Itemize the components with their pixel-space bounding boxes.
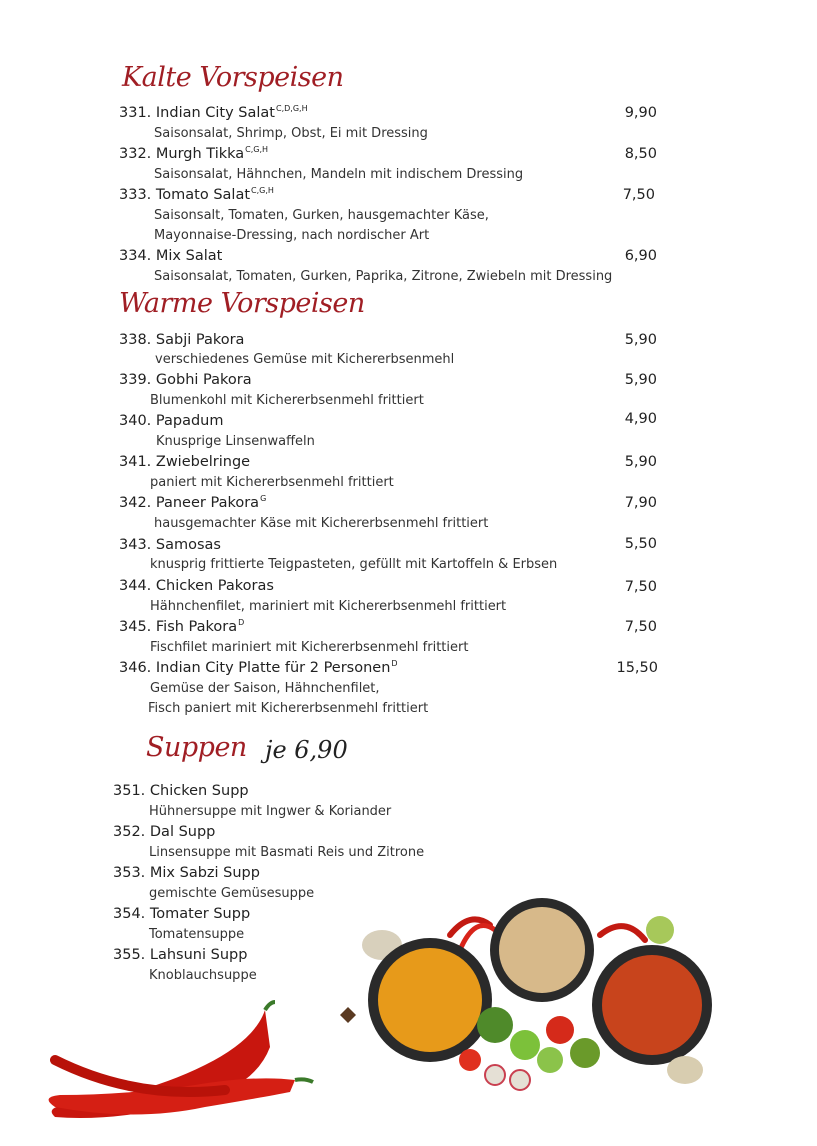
item-price: 5,90	[624, 332, 657, 348]
item-name: 338. Sabji Pakora	[119, 332, 245, 348]
item-name: 343. Samosas	[119, 537, 221, 553]
suppen-price-note: je 6,90	[265, 736, 348, 764]
item-name: 331. Indian City Salat	[119, 105, 275, 121]
item-description: Tomatensuppe	[149, 927, 245, 942]
item-description: Knusprige Linsenwaffeln	[156, 434, 315, 449]
item-description: hausgemachter Käse mit Kichererbsenmehl frittiert	[154, 516, 489, 531]
item-description: Saisonsalt, Tomaten, Gurken, hausgemachter Käse,	[154, 208, 489, 223]
item-description: Mayonnaise-Dressing, nach nordischer Art	[154, 228, 430, 243]
item-description: Hühnersuppe mit Ingwer & Koriander	[149, 804, 392, 819]
allergens: D	[238, 618, 245, 627]
spice-bowls-image	[320, 895, 760, 1125]
item-description: Saisonsalat, Shrimp, Obst, Ei mit Dressing	[154, 126, 428, 141]
item-description: Saisonsalat, Tomaten, Gurken, Paprika, Zitrone, Zwiebeln mit Dressing	[154, 269, 613, 284]
item-price: 9,90	[624, 105, 657, 121]
item-description: Fisch paniert mit Kichererbsenmehl frittiert	[148, 701, 429, 716]
item-name: 342. Paneer Pakora	[119, 495, 260, 511]
item-name: 334. Mix Salat	[119, 248, 223, 264]
section-title-warme-vorspeisen: Warme Vorspeisen	[119, 288, 365, 319]
item-price: 8,50	[624, 146, 657, 162]
item-price: 15,50	[616, 660, 658, 676]
item-name: 339. Gobhi Pakora	[119, 372, 252, 388]
item-name: 354. Tomater Supp	[113, 906, 251, 922]
item-name: 341. Zwiebelringe	[119, 454, 251, 470]
item-price: 5,50	[624, 536, 657, 552]
item-price: 7,50	[624, 619, 657, 635]
item-description: Linsensuppe mit Basmati Reis und Zitrone	[149, 845, 425, 860]
item-name: 344. Chicken Pakoras	[119, 578, 274, 594]
item-price: 7,50	[622, 187, 655, 203]
item-name: 332. Murgh Tikka	[119, 146, 245, 162]
item-description: Gemüse der Saison, Hähnchenfilet,	[150, 681, 380, 696]
item-description: Hähnchenfilet, mariniert mit Kichererbsenmehl frittiert	[150, 599, 507, 614]
section-title-kalte-vorspeisen: Kalte Vorspeisen	[122, 62, 344, 93]
allergens: C,G,H	[245, 145, 269, 154]
item-description: Saisonsalat, Hähnchen, Mandeln mit indischem Dressing	[154, 167, 524, 182]
item-name: 351. Chicken Supp	[113, 783, 249, 799]
item-description: Knoblauchsuppe	[149, 968, 257, 983]
item-name: 353. Mix Sabzi Supp	[113, 865, 260, 881]
item-price: 5,90	[624, 454, 657, 470]
item-name: 333. Tomato Salat	[119, 187, 251, 203]
item-description: gemischte Gemüsesuppe	[149, 886, 315, 901]
item-description: paniert mit Kichererbsenmehl frittiert	[150, 475, 394, 490]
item-name: 355. Lahsuni Supp	[113, 947, 248, 963]
item-price: 6,90	[624, 248, 657, 264]
item-name: 352. Dal Supp	[113, 824, 216, 840]
item-description: Fischfilet mariniert mit Kichererbsenmehl frittiert	[150, 640, 469, 655]
allergens: C,G,H	[251, 186, 274, 195]
item-name: 340. Papadum	[119, 413, 224, 429]
item-name: 346. Indian City Platte für 2 Personen	[119, 660, 391, 676]
allergens: G	[260, 494, 267, 503]
allergens: D	[391, 659, 398, 668]
section-title-suppen: Suppen	[146, 732, 247, 763]
item-name: 345. Fish Pakora	[119, 619, 238, 635]
allergens: C,D,G,H	[276, 104, 308, 113]
item-price: 7,90	[624, 495, 657, 511]
item-description: Blumenkohl mit Kichererbsenmehl frittiert	[150, 393, 424, 408]
item-price: 5,90	[624, 372, 657, 388]
item-description: knusprig frittierte Teigpasteten, gefüllt mit Kartoffeln & Erbsen	[150, 557, 558, 572]
item-price: 7,50	[624, 579, 657, 595]
item-description: verschiedenes Gemüse mit Kichererbsenmehl	[155, 352, 455, 367]
chili-peppers-image	[25, 1000, 315, 1130]
item-price: 4,90	[624, 411, 657, 427]
